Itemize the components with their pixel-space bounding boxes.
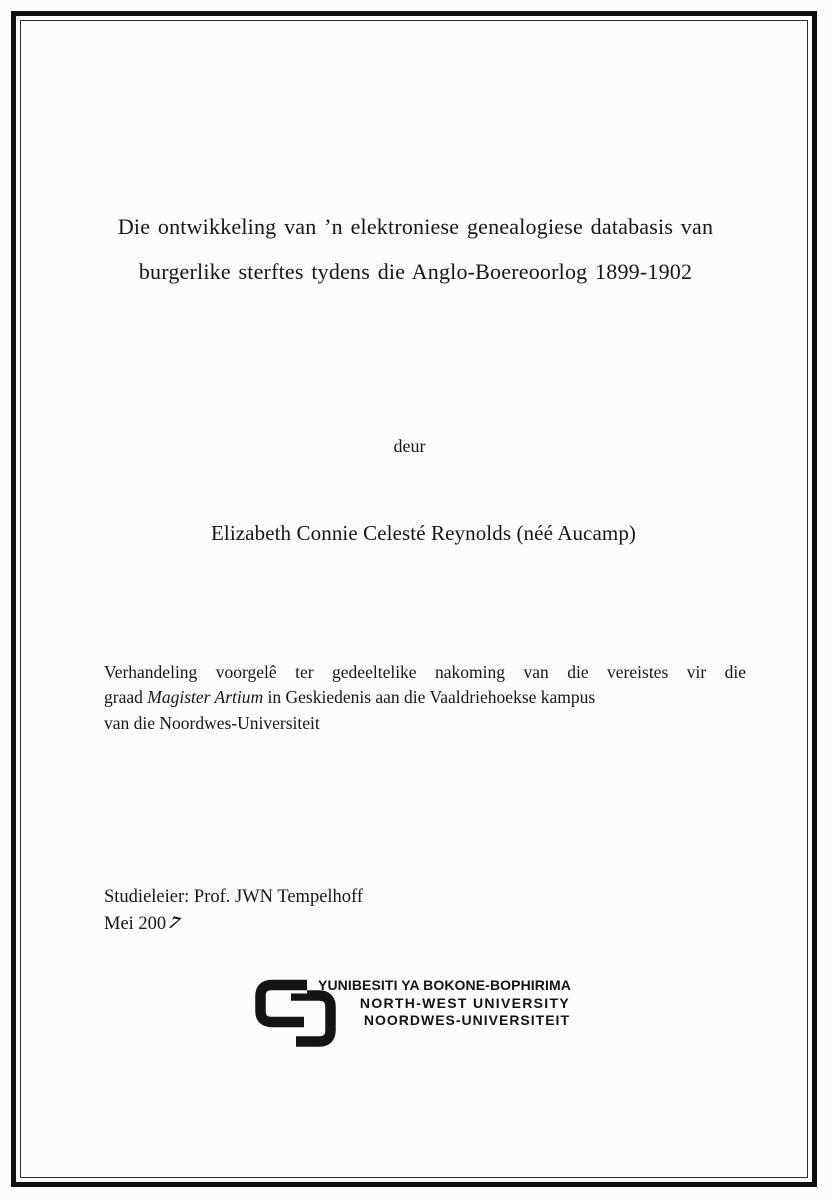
nwu-interlocking-links-icon bbox=[255, 974, 347, 1048]
logo-line-afrikaans: NOORDWES-UNIVERSITEIT bbox=[363, 1012, 570, 1028]
declaration-line2-suffix: in Geskiedenis aan die Vaaldriehoekse kampus bbox=[263, 687, 596, 708]
date-last-digit: 7 bbox=[164, 913, 184, 934]
byline-deur: deur bbox=[393, 436, 426, 456]
declaration-line2-prefix: graad bbox=[104, 687, 148, 708]
logo-line-english: NORTH-WEST UNIVERSITY bbox=[359, 994, 570, 1011]
logo-line-setswana: YUNIBESITI YA BOKONE-BOPHIRIMA bbox=[318, 977, 571, 993]
page-frame-inner bbox=[20, 20, 808, 1178]
degree-name-italic: Magister Artium bbox=[147, 687, 264, 708]
thesis-title-line2: burgerlike sterftes tydens die Anglo-Boereoorlog 1899-1902 bbox=[138, 259, 693, 284]
date-prefix: Mei 200 bbox=[104, 914, 167, 934]
supervisor-line: Studieleier: Prof. JWN Tempelhoff bbox=[104, 887, 364, 907]
date-line bbox=[104, 911, 363, 938]
author-name: Elizabeth Connie Celesté Reynolds (néé Aucamp) bbox=[210, 521, 637, 545]
thesis-title-line1: Die ontwikkeling van ’n elektroniese genealogiese databasis van bbox=[117, 214, 714, 239]
nwu-logo-wordmark bbox=[318, 977, 570, 1030]
supervisor-block bbox=[104, 884, 363, 938]
declaration-line1: Verhandeling voorgelê ter gedeeltelike nakoming van die vereistes vir die bbox=[104, 662, 746, 682]
degree-declaration bbox=[104, 660, 746, 736]
declaration-line3: van die Noordwes-Universiteit bbox=[104, 712, 320, 733]
declaration-line2 bbox=[104, 685, 746, 710]
thesis-title bbox=[45, 204, 786, 294]
page-frame-outer bbox=[11, 11, 817, 1187]
